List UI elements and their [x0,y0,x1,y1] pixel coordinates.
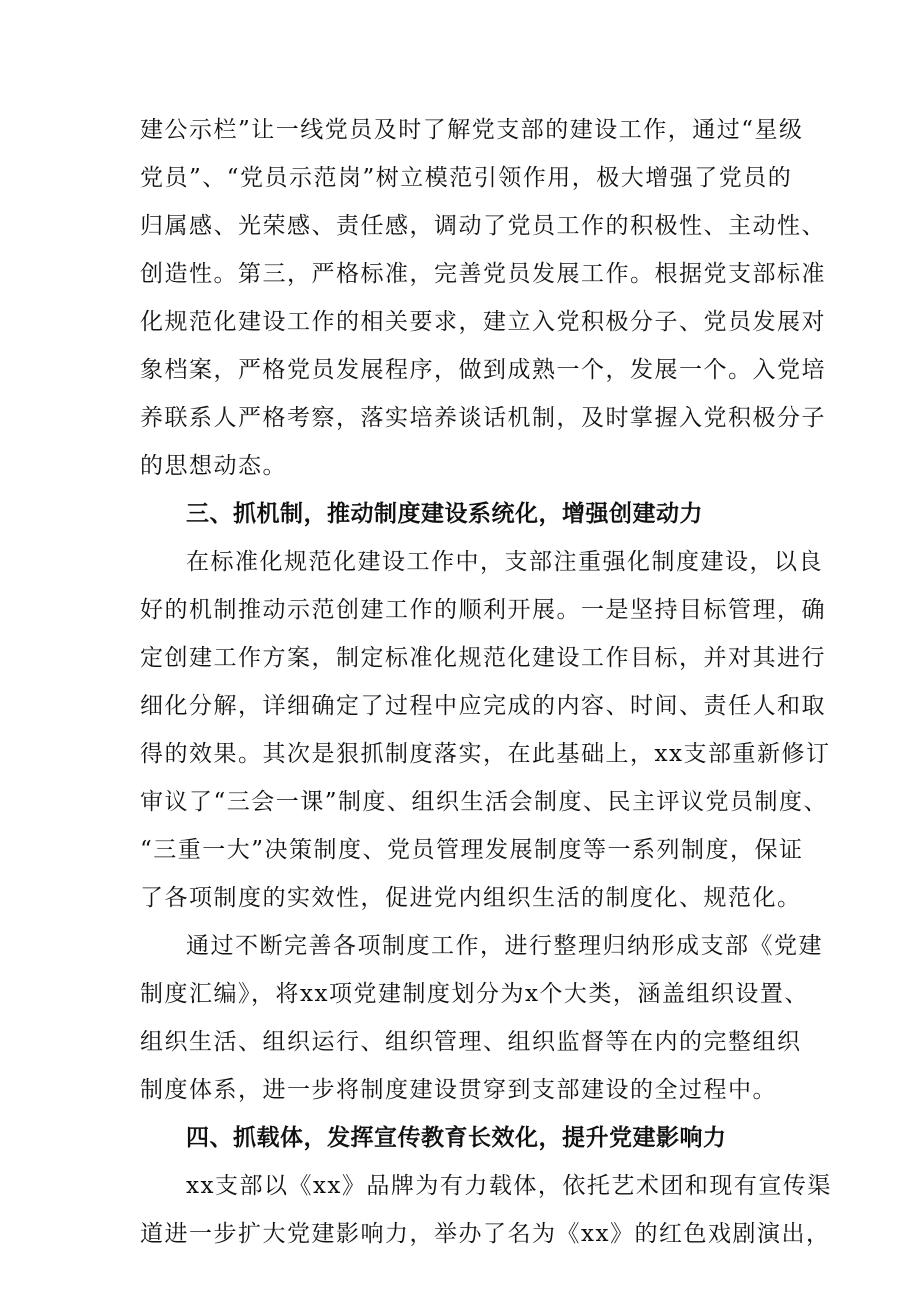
paragraph-line: 建公示栏”让一线党员及时了解党支部的建设工作，通过“星级 [140,117,804,143]
paragraph-line: 组织生活、组织运行、组织管理、组织监督等在内的完整组织 [140,1029,802,1055]
paragraph-line: 定创建工作方案，制定标准化规范化建设工作目标，并对其进行 [140,645,826,671]
paragraph-line: 制度体系，进一步将制度建设贯穿到支部建设的全过程中。 [140,1077,777,1103]
section-heading-3: 三、抓机制，推动制度建设系统化，增强创建动力 [186,501,703,527]
paragraph-line: 创造性。第三，严格标准，完善党员发展工作。根据党支部标准 [140,261,826,287]
paragraph-line: 化规范化建设工作的相关要求，建立入党积极分子、党员发展对 [140,309,826,335]
paragraph-line: 审议了“三会一课”制度、组织生活会制度、民主评议党员制度、 [140,789,829,815]
paragraph-line: xx支部以《xx》品牌为有力载体，依托艺术团和现有宣传渠 [186,1173,832,1199]
paragraph-line: 道进一步扩大党建影响力，举办了名为《xx》的红色戏剧演出， [140,1221,831,1247]
paragraph-line: 象档案，严格党员发展程序，做到成熟一个，发展一个。入党培 [140,357,826,383]
paragraph-line: 制度汇编》，将xx项党建制度划分为x个大类，涵盖组织设置、 [140,981,809,1007]
section-heading-4: 四、抓载体，发挥宣传教育长效化，提升党建影响力 [186,1125,727,1151]
paragraph-line: 党员”、“党员示范岗”树立模范引领作用，极大增强了党员的 [140,165,793,191]
paragraph-line: 得的效果。其次是狠抓制度落实，在此基础上，xx支部重新修订 [140,741,831,767]
paragraph-line: 了各项制度的实效性，促进党内组织生活的制度化、规范化。 [140,885,802,911]
paragraph-line: 养联系人严格考察，落实培养谈话机制，及时掌握入党积极分子 [140,405,826,431]
paragraph-line: 的思想动态。 [140,453,287,479]
paragraph-line: 细化分解，详细确定了过程中应完成的内容、时间、责任人和取 [140,693,826,719]
paragraph-line: “三重一大”决策制度、党员管理发展制度等一系列制度，保证 [140,837,804,863]
paragraph-line: 在标准化规范化建设工作中，支部注重强化制度建设，以良 [186,549,823,575]
paragraph-line: 通过不断完善各项制度工作，进行整理归纳形成支部《党建 [186,933,823,959]
paragraph-line: 好的机制推动示范创建工作的顺利开展。一是坚持目标管理，确 [140,597,826,623]
paragraph-line: 归属感、光荣感、责任感，调动了党员工作的积极性、主动性、 [140,213,826,239]
